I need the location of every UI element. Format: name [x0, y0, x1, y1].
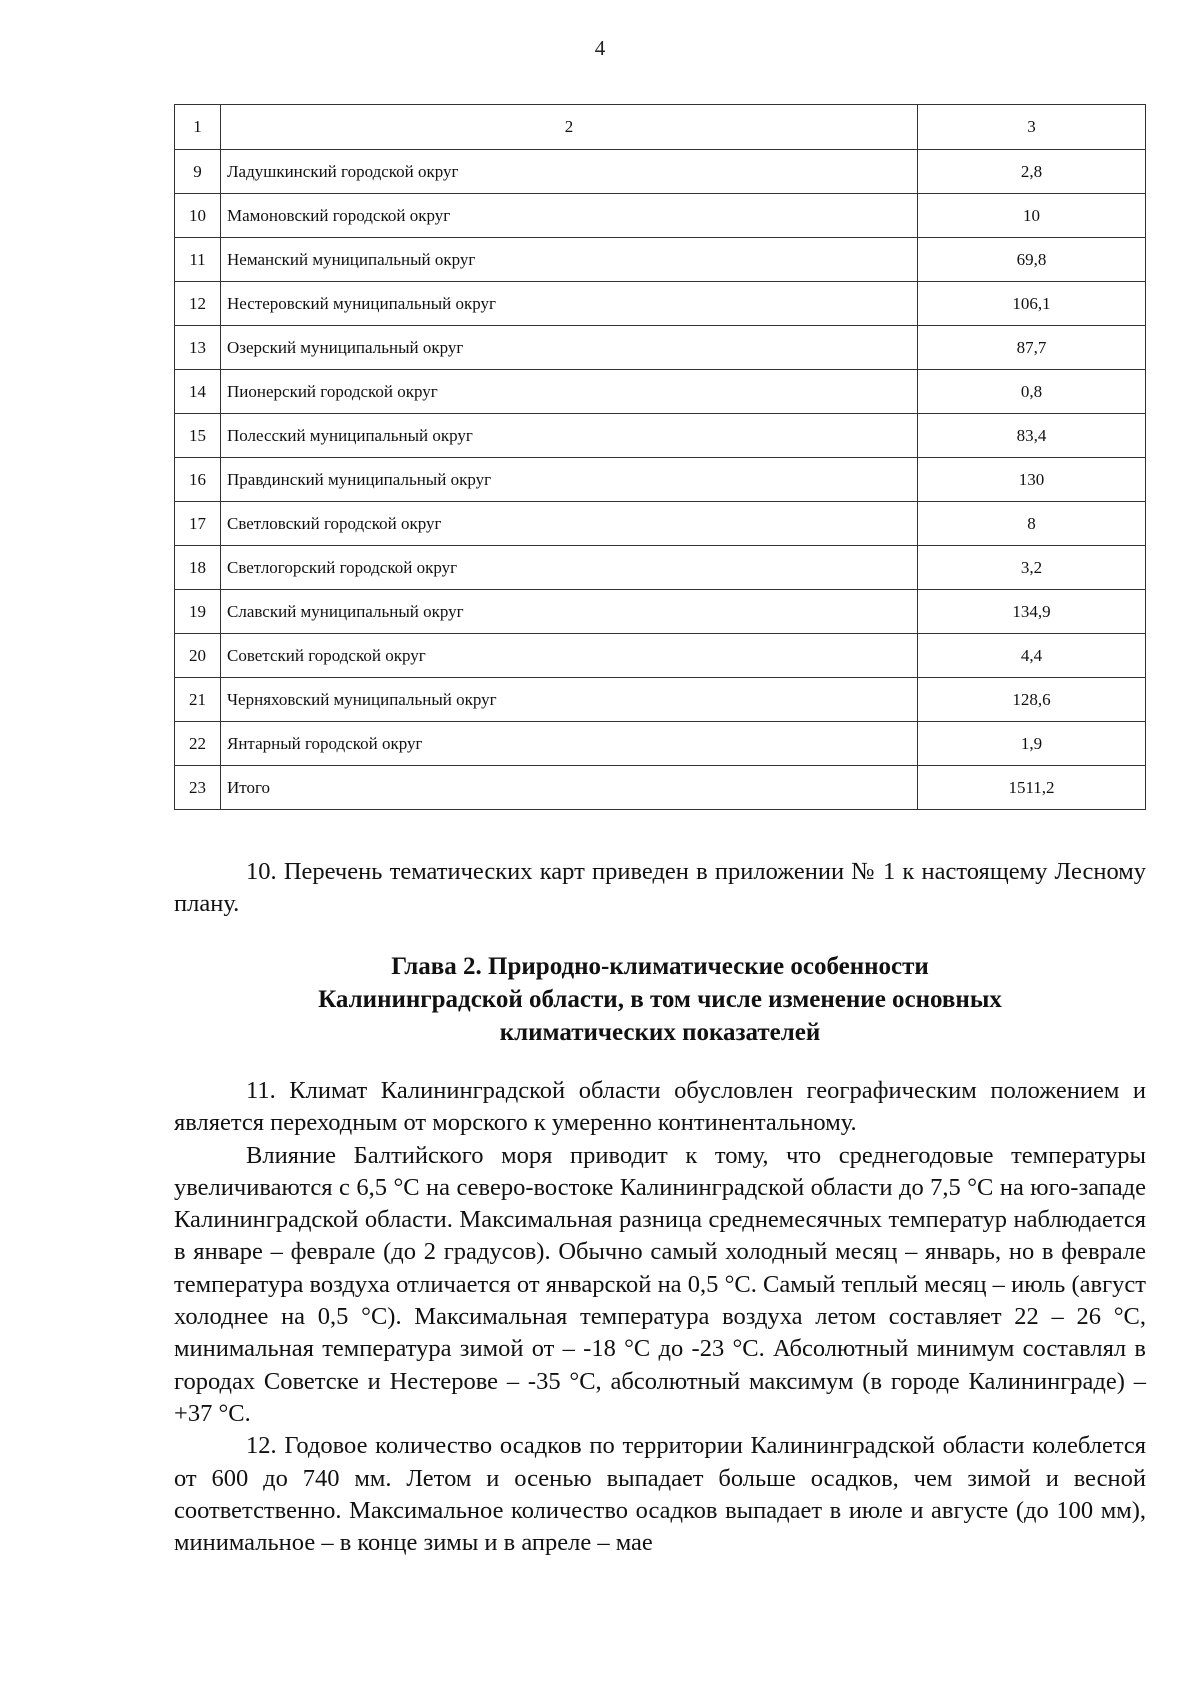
- paragraph-10: 10. Перечень тематических карт приведен в приложении № 1 к настоящему Лесному плану.: [174, 858, 1146, 918]
- row-number-cell: 17: [175, 502, 221, 546]
- table-row: [175, 722, 1146, 766]
- row-number-cell: 14: [175, 370, 221, 414]
- table-row: [175, 238, 1146, 282]
- row-value-cell: 1511,2: [918, 766, 1146, 810]
- row-name-cell: Пионерский городской округ: [221, 370, 918, 414]
- row-number-cell: 9: [175, 150, 221, 194]
- table-row: [175, 150, 1146, 194]
- row-value-cell: 8: [918, 502, 1146, 546]
- table-row: [175, 282, 1146, 326]
- table-row: [175, 546, 1146, 590]
- header-cell-name: 2: [221, 105, 918, 150]
- table-row: [175, 370, 1146, 414]
- row-value-cell: 3,2: [918, 546, 1146, 590]
- row-number-cell: 18: [175, 546, 221, 590]
- table-header-row: [175, 105, 1146, 150]
- row-value-cell: 106,1: [918, 282, 1146, 326]
- table-row: [175, 678, 1146, 722]
- row-number-cell: 16: [175, 458, 221, 502]
- row-number-cell: 11: [175, 238, 221, 282]
- row-number-cell: 19: [175, 590, 221, 634]
- row-name-cell: Нестеровский муниципальный округ: [221, 282, 918, 326]
- row-value-cell: 4,4: [918, 634, 1146, 678]
- chapter-title-line-1: Глава 2. Природно-климатические особенности: [391, 953, 929, 980]
- row-value-cell: 83,4: [918, 414, 1146, 458]
- paragraph-11: 11. Климат Калининградской области обусловлен географическим положением и является переходным от морского к умеренно континентальному.: [174, 1077, 1146, 1137]
- row-name-cell: Славский муниципальный округ: [221, 590, 918, 634]
- row-name-cell: Ладушкинский городской округ: [221, 150, 918, 194]
- row-value-cell: 69,8: [918, 238, 1146, 282]
- row-value-cell: 2,8: [918, 150, 1146, 194]
- row-value-cell: 1,9: [918, 722, 1146, 766]
- row-name-cell: Советский городской округ: [221, 634, 918, 678]
- climate-text-block: [174, 1075, 1146, 1559]
- row-number-cell: 20: [175, 634, 221, 678]
- chapter-title-line-3: климатических показателей: [499, 1019, 821, 1046]
- row-name-cell: Правдинский муниципальный округ: [221, 458, 918, 502]
- page-number: 4: [594, 36, 606, 60]
- row-name-cell: Светловский городской округ: [221, 502, 918, 546]
- table-row: [175, 414, 1146, 458]
- table-row: [175, 502, 1146, 546]
- table-row: [175, 634, 1146, 678]
- row-name-cell: Янтарный городской округ: [221, 722, 918, 766]
- paragraph-10-block: [174, 856, 1146, 921]
- paragraph-12: 12. Годовое количество осадков по территории Калининградской области колеблется от 600 до 740 мм. Летом и осенью выпадает больше осадков, чем зимой и весной соответственно. Максимальное количество осадков выпадает в июле и августе (до 100 мм), минимальное – в конце зимы и в апреле – мае: [174, 1432, 1146, 1557]
- row-name-cell: Полесский муниципальный округ: [221, 414, 918, 458]
- row-name-cell: Итого: [221, 766, 918, 810]
- row-value-cell: 0,8: [918, 370, 1146, 414]
- header-cell-value: 3: [918, 105, 1146, 150]
- row-number-cell: 22: [175, 722, 221, 766]
- table-row: [175, 458, 1146, 502]
- table-row: [175, 590, 1146, 634]
- row-number-cell: 10: [175, 194, 221, 238]
- row-number-cell: 12: [175, 282, 221, 326]
- header-cell-number: 1: [175, 105, 221, 150]
- row-value-cell: 134,9: [918, 590, 1146, 634]
- row-name-cell: Озерский муниципальный округ: [221, 326, 918, 370]
- row-number-cell: 15: [175, 414, 221, 458]
- row-name-cell: Светлогорский городской округ: [221, 546, 918, 590]
- chapter-title: [174, 950, 1146, 1049]
- row-name-cell: Неманский муниципальный округ: [221, 238, 918, 282]
- paragraph-11-continued: Влияние Балтийского моря приводит к тому, что среднегодовые температуры увеличиваются с 6,5 °С на северо-востоке Калининградской области до 7,5 °С на юго-западе Калининградской области. Максимальная разница среднемесячных температур наблюдается в январе – феврале (до 2 градусов). Обычно самый холодный месяц – январь, но в феврале температура воздуха отличается от январской на 0,5 °С. Самый теплый месяц – июль (август холоднее на 0,5 °С). Максимальная температура воздуха летом составляет 22 – 26 °С, минимальная температура зимой от – -18 °С до -23 °С. Абсолютный минимум составлял в городах Советске и Нестерове – -35 °С, абсолютный максимум (в городе Калининграде) – +37 °С.: [174, 1141, 1146, 1427]
- district-area-table: [174, 104, 1146, 810]
- row-value-cell: 87,7: [918, 326, 1146, 370]
- row-name-cell: Черняховский муниципальный округ: [221, 678, 918, 722]
- table-row: [175, 766, 1146, 810]
- chapter-title-line-2: Калининградской области, в том числе изменение основных: [318, 986, 1002, 1013]
- table-row: [175, 194, 1146, 238]
- row-value-cell: 130: [918, 458, 1146, 502]
- row-value-cell: 128,6: [918, 678, 1146, 722]
- row-number-cell: 21: [175, 678, 221, 722]
- row-name-cell: Мамоновский городской округ: [221, 194, 918, 238]
- row-number-cell: 23: [175, 766, 221, 810]
- row-value-cell: 10: [918, 194, 1146, 238]
- row-number-cell: 13: [175, 326, 221, 370]
- table-row: [175, 326, 1146, 370]
